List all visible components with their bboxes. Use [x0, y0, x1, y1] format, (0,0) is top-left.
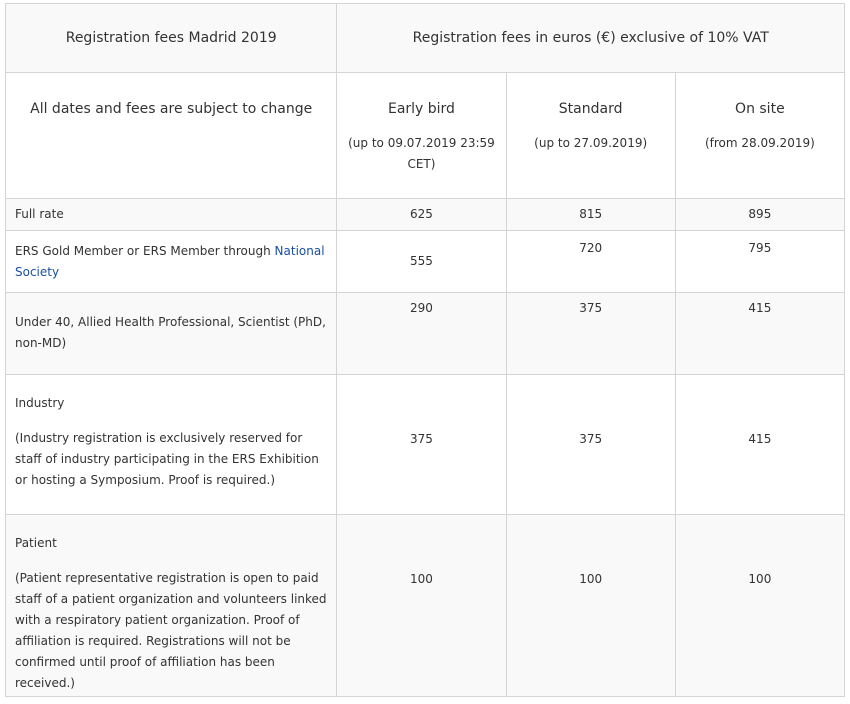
row-label	[6, 231, 337, 293]
row-label: Full rate	[6, 199, 337, 231]
row-label-text: Patient	[15, 536, 57, 550]
table-row	[6, 199, 845, 231]
column-header-early-bird	[337, 73, 506, 199]
table-row	[6, 375, 845, 515]
row-note: (Industry registration is exclusively reserved for staff of industry participating in the ERS Exhibition or hosting a Symposium. Proof is required.)	[15, 431, 319, 487]
fees-header: Registration fees in euros (€) exclusive of 10% VAT	[337, 4, 845, 73]
registration-fees-table	[5, 3, 845, 697]
fee-early-bird: 625	[337, 199, 506, 231]
national-society-link[interactable]: National Society	[15, 244, 325, 279]
row-label-text: Industry	[15, 396, 65, 410]
column-header-row	[6, 73, 845, 199]
fee-standard: 375	[506, 293, 675, 375]
fee-standard: 720	[506, 231, 675, 293]
row-label	[6, 375, 337, 515]
disclaimer: All dates and fees are subject to change	[6, 73, 337, 199]
fee-on-site: 895	[675, 199, 844, 231]
fee-early-bird: 375	[337, 375, 506, 515]
row-label-text: ERS Gold Member or ERS Member through	[15, 244, 271, 258]
table-title-row	[6, 4, 845, 73]
column-subtitle: (up to 27.09.2019)	[534, 136, 648, 150]
fee-standard: 100	[506, 515, 675, 697]
fee-on-site: 795	[675, 231, 844, 293]
table-row	[6, 293, 845, 375]
fee-on-site: 100	[675, 515, 844, 697]
column-title: Standard	[558, 101, 623, 117]
row-note: (Patient representative registration is open to paid staff of a patient organization and volunteers linked with a respiratory patient organization. Proof of affiliation is required. Registrations will not be confirmed until proof of affiliation has been received.)	[15, 571, 327, 690]
table-row	[6, 515, 845, 697]
row-label	[6, 515, 337, 697]
row-label: Under 40, Allied Health Professional, Scientist (PhD, non-MD)	[6, 293, 337, 375]
column-subtitle: (up to 09.07.2019 23:59 CET)	[348, 136, 495, 171]
fee-on-site: 415	[675, 375, 844, 515]
column-title: On site	[735, 101, 785, 117]
column-subtitle: (from 28.09.2019)	[704, 136, 815, 150]
table-row	[6, 231, 845, 293]
fee-on-site: 415	[675, 293, 844, 375]
column-header-on-site	[675, 73, 844, 199]
column-header-standard	[506, 73, 675, 199]
fee-early-bird: 290	[337, 293, 506, 375]
fee-early-bird: 555	[337, 231, 506, 293]
column-title: Early bird	[387, 101, 455, 117]
table-title: Registration fees Madrid 2019	[6, 4, 337, 73]
fee-standard: 815	[506, 199, 675, 231]
fee-early-bird: 100	[337, 515, 506, 697]
fee-standard: 375	[506, 375, 675, 515]
